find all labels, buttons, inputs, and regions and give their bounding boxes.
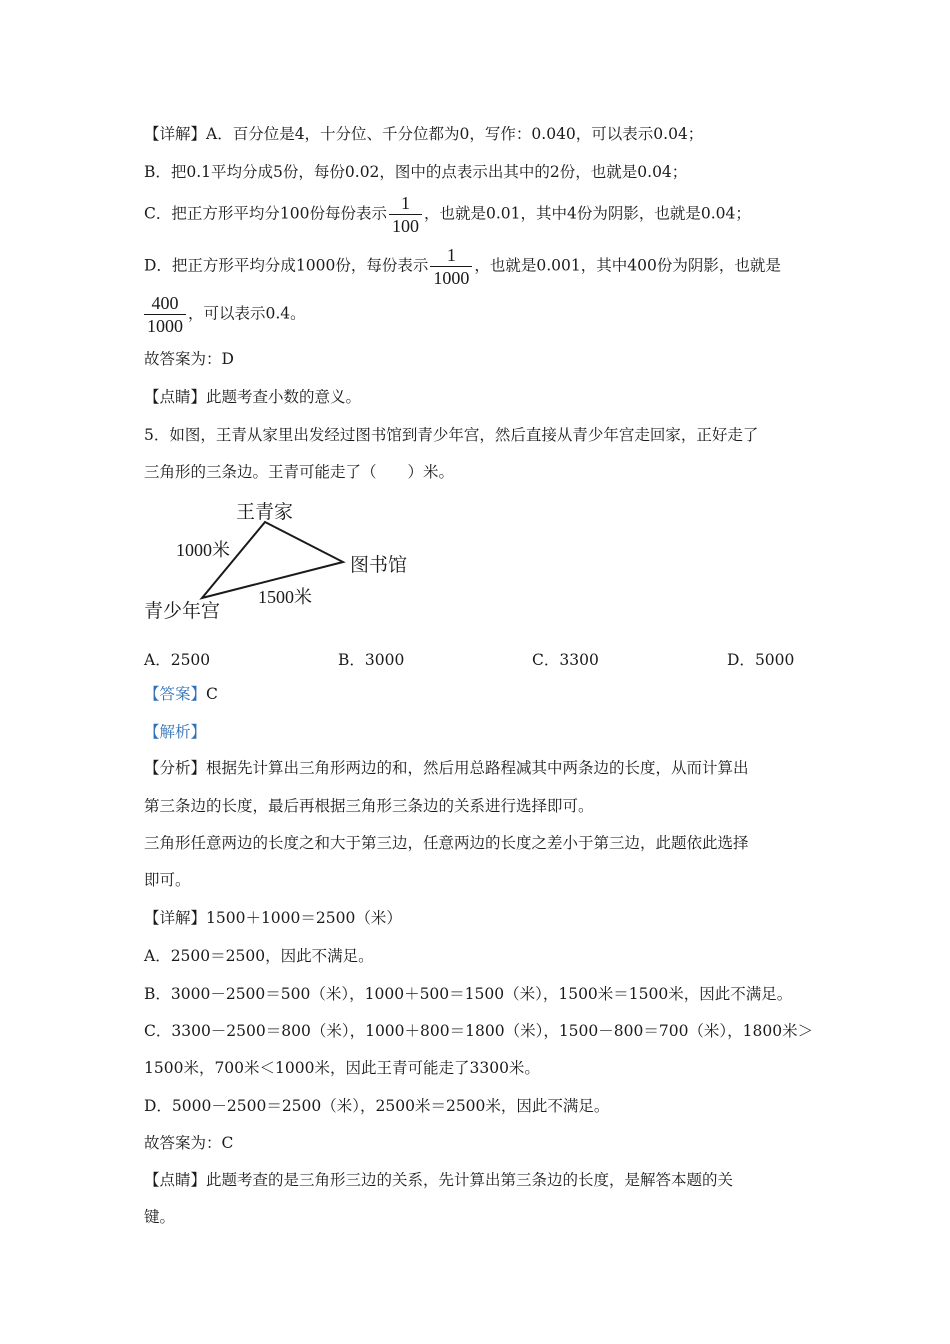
fraction-numerator: 400 [144, 292, 186, 315]
detail-comment-2: 键。 [144, 1208, 176, 1226]
line-c-text-end: ，也就是0.01，其中4份为阴影，也就是0.04； [423, 204, 751, 223]
answer-line [144, 684, 218, 704]
label-side-bottom: 1500米 [258, 587, 312, 607]
fraction-denominator: 100 [391, 216, 419, 236]
detail-answer: 故答案为：C [144, 1134, 234, 1152]
fraction-denominator: 1000 [433, 268, 470, 288]
detail-line-a: A．2500＝2500，因此不满足。 [144, 947, 374, 965]
analysis-line-3: 三角形任意两边的长度之和大于第三边，任意两边的长度之差小于第三边，此题依此选择 [144, 834, 749, 852]
analysis-line-2: 第三条边的长度，最后再根据三角形三条边的关系进行选择即可。 [144, 797, 594, 815]
line-d-text-end: ，也就是0.001，其中400份为阴影，也就是 [474, 256, 781, 275]
option-value: 5000 [754, 651, 795, 669]
option-value: 3300 [559, 651, 599, 669]
option-c [532, 648, 599, 670]
fraction-1-1000 [430, 244, 472, 289]
analysis-line-4: 即可。 [144, 871, 191, 889]
detail-line-1: 【详解】1500＋1000＝2500（米） [144, 909, 402, 927]
answer-value: C [206, 685, 218, 703]
fraction-1-100 [389, 192, 422, 237]
line-d2-text: ，可以表示0.4。 [188, 304, 306, 323]
analysis-label: 【解析】 [144, 723, 207, 741]
detail-line-c2: 1500米，700米＜1000米，因此王青可能走了3300米。 [144, 1059, 540, 1077]
option-letter: C． [532, 651, 560, 669]
detail-line-c1: C．3300－2500＝800（米），1000＋800＝1800（米），1500－800＝700（米），1800米＞ [144, 1022, 814, 1040]
fraction-numerator: 1 [430, 244, 472, 267]
label-home: 王青家 [236, 502, 294, 523]
option-letter: B． [338, 651, 365, 669]
answer-label: 【答案】 [144, 685, 207, 703]
label-side-left: 1000米 [176, 540, 230, 560]
option-value: 3000 [364, 651, 405, 669]
option-letter: A． [144, 651, 171, 669]
question-line-2: 三角形的三条边。王青可能走了（ ）米。 [144, 463, 455, 481]
fraction-numerator: 1 [389, 192, 422, 215]
option-b [338, 648, 404, 670]
detail-line-b: B．3000－2500＝500（米），1000＋500＝1500（米），1500米＝1500米，因此不满足。 [144, 985, 793, 1003]
option-value: 2500 [170, 651, 211, 669]
prev-detail-line-c [144, 192, 751, 237]
prev-answer: 故答案为：D [144, 350, 234, 368]
analysis-line-1: 【分析】根据先计算出三角形两边的和，然后用总路程减其中两条边的长度，从而计算出 [144, 759, 749, 777]
prev-detail-line-a: 【详解】A．百分位是4，十分位、千分位都为0，写作：0.040，可以表示0.04； [144, 125, 704, 143]
prev-detail-line-d2 [144, 292, 306, 337]
detail-comment-1: 【点睛】此题考查的是三角形三边的关系，先计算出第三条边的长度，是解答本题的关 [144, 1171, 734, 1189]
triangle-figure [140, 495, 420, 630]
label-youth-palace: 青少年宫 [144, 601, 221, 622]
prev-detail-line-b: B．把0.1平均分成5份，每份0.02，图中的点表示出其中的2份，也就是0.04； [144, 163, 688, 181]
line-d-text: D．把正方形平均分成1000份，每份表示 [144, 256, 429, 275]
label-library: 图书馆 [350, 555, 408, 576]
option-d [727, 648, 794, 670]
detail-line-d: D．5000－2500＝2500（米），2500米＝2500米，因此不满足。 [144, 1097, 610, 1115]
option-a [144, 648, 210, 670]
prev-detail-line-d [144, 244, 781, 289]
option-letter: D． [727, 651, 755, 669]
fraction-400-1000 [144, 292, 186, 337]
fraction-denominator: 1000 [147, 316, 183, 336]
question-line-1: 5．如图，王青从家里出发经过图书馆到青少年宫，然后直接从青少年宫走回家，正好走了 [144, 426, 759, 444]
prev-comment: 【点睛】此题考查小数的意义。 [144, 388, 362, 406]
line-c-text: C．把正方形平均分100份每份表示 [144, 204, 387, 223]
